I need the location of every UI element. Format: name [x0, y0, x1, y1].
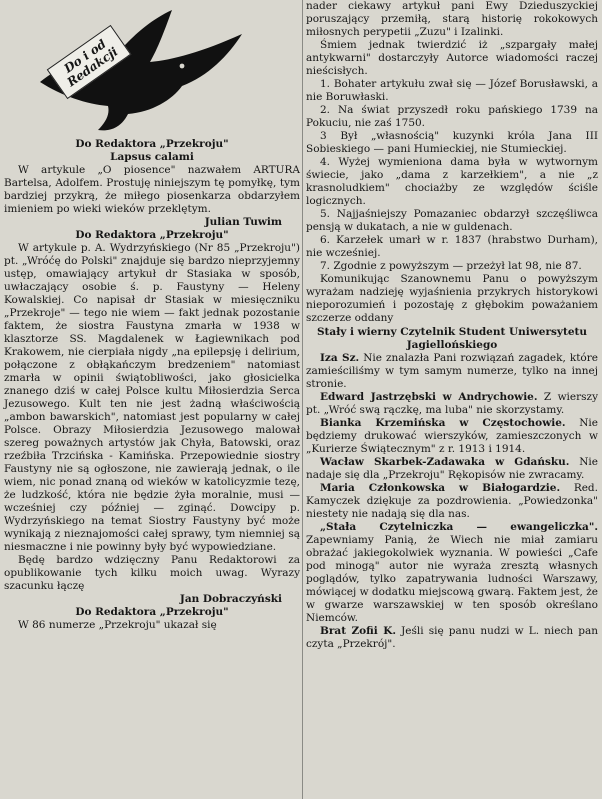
letter-signature: Julian Tuwim: [204, 216, 282, 228]
correction-item: 3 Był „własnością" kuzynki króla Jana III Sobieskiego — pani Humieckiej, nie Stumieckiej.: [306, 130, 598, 155]
letter-body: W artykule p. A. Wydrzyńskiego (Nr 85 „Przekroju") pt. „Wróćę do Polski" znajduje się bardzo nieprzyjemny ustęp, omawiający artykuł dr Stasiaka w sposób, uwłaczający osobie ś. p. Faustyny — Heleny Kowalskiej. Co napisał dr Stasiak w miesięczniku „Przekroje" — tego nie wiem — fakt jednak pozostanie faktem, że siostra Faustyna zmarła w 1938 w klasztorze SS. Magdalenek w Łagiewnikach pod Krakowem, nie cierpiała nigdy „na epilepsję i delirium, połączone z obłąkańczym bredzeniem" natomiast zmarła w opinii świątobliwości, jako głosicielka znanego dziś w całej Polsce kultu Miłosierdzia Serca Jezusowego. Kult ten nie jest żadną właściwością „ambon bawarskich", natomiast jest popularny w całej Polsce. Obrazy Miłosierdzia Jezusowego malował szereg poważnych artystów jak Chyła, Batowski, oraz rzeźbiła Trzcińska - Kamińska. Przepowiednie siostry Faustyny nie są ogłoszone, nie zawierają jednak, o ile wiem, nic ponad znaną od wieków w katolicyzmie tezę, że ludzkość, która nie będzie żyła moralnie, musi — wcześniej czy później — zginąć. Dowcipy p. Wydrzyńskiego na temat Siostry Faustyny być może wynikają z nieznajomości całej sprawy, tym niemniej są niesmaczne i nie powinny były być wypowiedziane.: [4, 242, 300, 553]
reply-text: Nie będziemy drukować wierszyków, zamieszczonych w „Kurierze Świątecznym" z r. 1913 i 1914.: [306, 417, 598, 455]
reply-text: Jeśli się panu nudzi w L. niech pan czyta „Przekrój".: [306, 625, 598, 650]
reply-item: [306, 625, 598, 651]
correction-item: 4. Wyżej wymieniona dama była w wytwornym świecie, jako „dama z karzełkiem", a nie „z krasnoludkiem" chociażby ze względów ściśle logicznych.: [306, 156, 598, 207]
letter-body: Będę bardzo wdzięczny Panu Redaktorowi za opublikowanie tych kilku moich uwag. Wyrazy szacunku łączę: [4, 554, 300, 592]
reply-addressee: Wacław Skarbek-Zadawaka w Gdańsku.: [320, 456, 570, 468]
right-column: [306, 0, 598, 651]
correction-item: 5. Najjaśniejszy Pomazaniec obdarzył szczęśliwca pensją w dukatach, a nie w guldenach.: [306, 208, 598, 233]
reply-addressee: Bianka Krzemińska w Częstochowie.: [320, 417, 566, 429]
letter-heading: Do Redaktora „Przekroju": [75, 229, 229, 241]
letter-heading: Do Redaktora „Przekroju": [75, 138, 229, 150]
letter-subheading: Lapsus calami: [110, 151, 194, 163]
letter-body: Śmiem jednak twierdzić iż „szpargały małej antykwarni" dostarczyły Autorce wiadomości raczej nieścisłych.: [306, 39, 598, 77]
letter-body: Komunikując Szanownemu Panu o powyższym wyrażam nadzieję wyjaśnienia przykrych historykowi nieporozumień i pozostaję z głębokim poważaniem szczerze oddany: [306, 273, 598, 324]
reply-item: [306, 417, 598, 456]
letter-body: W artykule „O piosence" nazwałem ARTURA Bartelsa, Adolfem. Prostuję niniejszym tę pomyłkę, tym bardziej przykrą, że miłego piosenkarza obdarzyłem imieniem po wieki wieków przeklętym.: [4, 164, 300, 215]
correction-item: 1. Bohater artykułu zwał się — Józef Borusławski, a nie Boruwłaski.: [306, 78, 598, 103]
column-divider: [302, 0, 303, 799]
left-column: [4, 0, 300, 632]
reply-addressee: „Stała Czytelniczka — ewangeliczka".: [320, 521, 598, 533]
correction-item: 6. Karzełek umarł w r. 1837 (hrabstwo Durham), nie wcześniej.: [306, 234, 598, 259]
reply-addressee: Edward Jastrzębski w Andrychowie.: [320, 391, 538, 403]
reply-item: [306, 521, 598, 625]
reply-text: Zapewniamy Panią, że Wiech nie miał zamiaru obrażać jakiegokolwiek wyznania. W powieści „Cafe pod minogą" autor nie wyraża zresztą własnych poglądów, tylko zapatrywania ludności Warszawy, mówiącej w dodatku miejscową gwarą. Faktem jest, że w gwarze warszawskiej w ten sposób określano Niemców.: [306, 534, 598, 624]
letter-signature: Jan Dobraczyński: [179, 593, 282, 605]
reply-item: [306, 482, 598, 521]
reply-text: Nie nadaje się dla „Przekroju" Rękopisów nie zwracamy.: [306, 456, 598, 481]
reply-text: Z wierszy pt. „Wróć swą rączkę, ma luba" nie skorzystamy.: [306, 391, 598, 416]
letter-signature: Stały i wierny Czytelnik Student Uniwersytetu Jagiellońskiego: [316, 326, 588, 351]
reply-item: [306, 391, 598, 417]
reply-text: Nie znalazła Pani rozwiązań zagadek, które zamieściliśmy w tym samym numerze, tylko na innej stronie.: [306, 352, 598, 390]
letter-body: nader ciekawy artykuł pani Ewy Dzieduszyckiej poruszający przemiłą, starą historię rokokowych miłosnych perypetii „Zuzu" i Izalinki.: [306, 0, 598, 38]
reply-text: Red. Kamyczek dziękuje za pozdrowienia. „Powiedzonka" niestety nie nadają się dla nas.: [306, 482, 598, 520]
correction-item: 7. Zgodnie z powyższym — przeżył lat 98, nie 87.: [320, 260, 582, 272]
section-masthead: [4, 0, 300, 138]
stamp-text: Do i od Redakcji: [61, 36, 121, 90]
reply-addressee: Brat Zofii K.: [320, 625, 396, 637]
reply-addressee: Iza Sz.: [320, 352, 360, 364]
letter-heading: Do Redaktora „Przekroju": [75, 606, 229, 618]
letter-body: W 86 numerze „Przekroju" ukazał się: [18, 619, 217, 631]
reply-item: [306, 456, 598, 482]
correction-item: 2. Na świat przyszedł roku pańskiego 1739 na Pokuciu, nie zaś 1750.: [306, 104, 598, 129]
reply-addressee: Maria Członkowska w Białogardzie.: [320, 482, 561, 494]
reply-item: [306, 352, 598, 391]
